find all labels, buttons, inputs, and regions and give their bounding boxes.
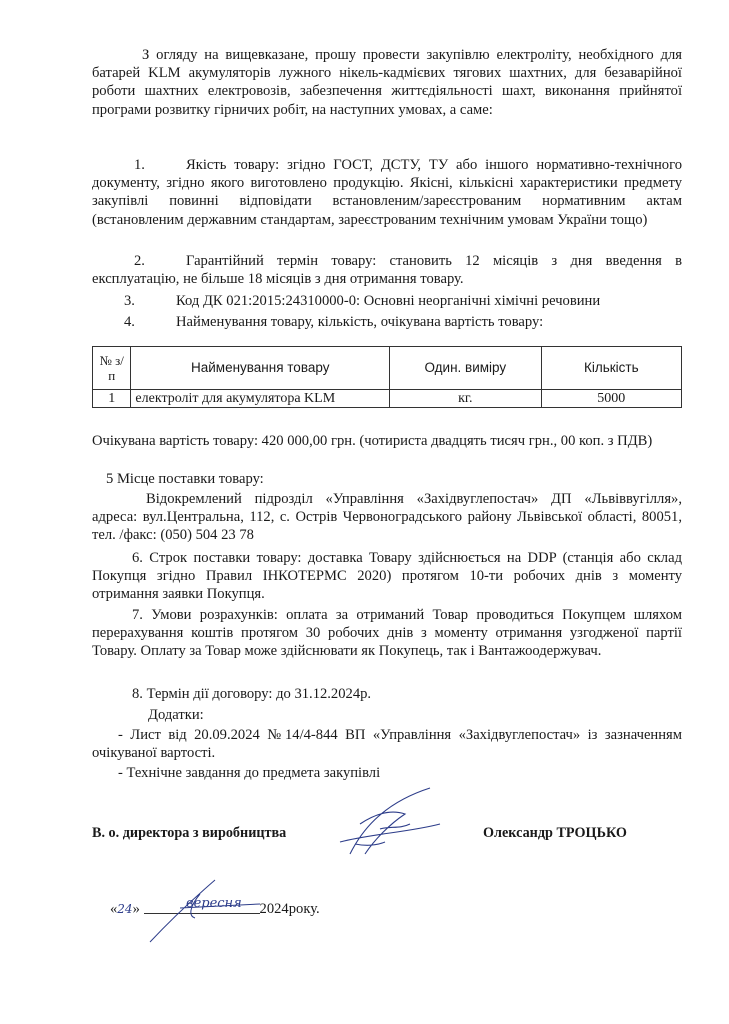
attachments-title: Додатки: [148, 707, 204, 723]
cell-quantity: 5000 [541, 390, 681, 408]
header-cell-quantity: Кількість [541, 347, 681, 390]
goods-table [92, 346, 682, 408]
item-number: 1. [134, 157, 145, 173]
cell-name: електроліт для акумулятора KLM [131, 390, 390, 408]
item-text: Якість товару: згідно ГОСТ, ДСТУ, ТУ або іншого нормативно-технічного документу, згідно якого виготовлено продукцію. Якісні, кількісні характеристики предмету закупівлі повинні відповідати встановленим/зареєстрованим нормативним актам (встановленим державним стандартам, зареєстрованим технічним умовам України тощо) [92, 157, 682, 228]
term-8: 8. Термін дії договору: до 31.12.2024р. [132, 686, 372, 702]
item-number: 4. [124, 314, 135, 330]
item-number: 3. [124, 293, 135, 309]
handwritten-signature [320, 784, 450, 864]
delivery-place: Відокремлений підрозділ «Управління «Західвуглепостач» ДП «Львіввугілля», адреса: вул.Центральна, 112, с. Острів Червоноградського району Львівської області, 80051, тел. /факс: (050) 504 23 78 [92, 491, 682, 544]
handwritten-flourish [140, 876, 270, 946]
date-month-handwritten: вересня [186, 896, 242, 911]
attachment-2: - Технічне завдання до предмета закупівлі [118, 765, 381, 781]
header-cell-name: Найменування товару [131, 347, 390, 390]
intro-paragraph: З огляду на вищевказане, прошу провести закупівлю електроліту, необхідного для батарей KLM акумуляторів лужного нікель-кадмієвих тягових шахтних, для безаварійної роботи шахтних електровозів, забезпечення життєдіяльності шахт, виконання прийнятої програми розвитку гірничих робіт, на наступних умовах, а саме: [92, 47, 682, 118]
term-7: 7. Умови розрахунків: оплата за отриманий Товар проводиться Покупцем шляхом перерахування коштів протягом 30 робочих днів з моменту отримання узгодженої партії Товару. Оплату за Товар може здійснювати як Покупець, так і Вантажоодержувач. [92, 607, 682, 660]
header-cell-number: № з/п [93, 347, 131, 390]
date-year: 2024року. [259, 901, 320, 917]
table-row [93, 390, 682, 408]
attachment-1: - Лист від 20.09.2024 №14/4-844 ВП «Управління «Західвуглепостач» із зазначенням очікуваної вартості. [92, 727, 682, 762]
signatory-position: В. о. директора з виробництва [92, 825, 287, 841]
cell-number: 1 [93, 390, 131, 408]
date-day: 24 [117, 902, 133, 916]
term-6: 6. Строк поставки товару: доставка Товару здійснюється на DDP (станція або склад Покупця згідно Правил ІНКОТЕРМС 2020) протягом 10-ти робочих днів з моменту отримання заявки Покупця. [92, 550, 682, 603]
item-4 [92, 313, 682, 331]
item-text: Код ДК 021:2015:24310000-0: Основні неорганічні хімічні речовини [176, 293, 601, 309]
table-header-row [93, 347, 682, 390]
item-3 [92, 292, 682, 310]
date-open-quote: « [110, 901, 118, 917]
item-text: Гарантійний термін товару: становить 12 місяців з дня введення в експлуатацію, не більше 18 місяців з дня отримання товару. [92, 253, 682, 288]
item-1 [92, 156, 682, 229]
expected-cost: Очікувана вартість товару: 420 000,00 грн. (чотириста двадцять тисяч грн., 00 коп. з ПДВ) [92, 433, 653, 449]
signatory-name: Олександр ТРОЦЬКО [483, 825, 627, 841]
date-close-quote: » [132, 901, 140, 917]
item-text: Найменування товару, кількість, очікувана вартість товару: [176, 314, 544, 330]
cell-unit: кг. [390, 390, 542, 408]
header-cell-unit: Один. виміру [390, 347, 542, 390]
item-2 [92, 252, 682, 288]
delivery-place-title: 5 Місце поставки товару: [106, 471, 264, 487]
item-number: 2. [134, 253, 145, 269]
